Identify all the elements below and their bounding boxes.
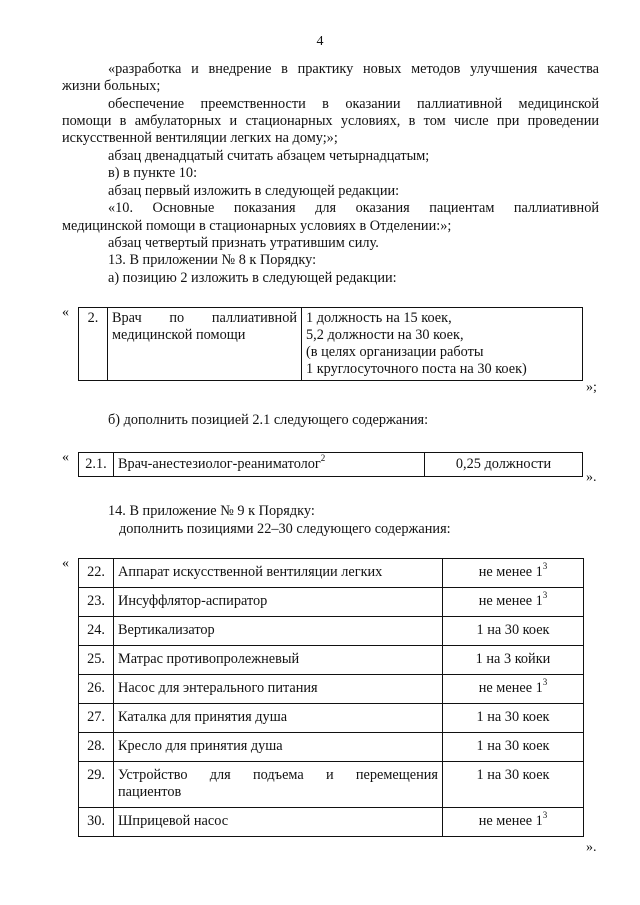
table-cell-name: Инсуффлятор-аспиратор xyxy=(114,588,443,617)
cell-line: 1 круглосуточного поста на 30 коек) xyxy=(306,361,527,377)
table-cell-value xyxy=(443,733,584,762)
table-cell-num: 29. xyxy=(79,762,114,808)
table-cell-value xyxy=(443,588,584,617)
cell-text: Врач-анестезиолог-реаниматолог xyxy=(118,456,321,472)
table-row xyxy=(79,588,584,617)
table-cell-num: 24. xyxy=(79,617,114,646)
table-cell-num: 28. xyxy=(79,733,114,762)
cell-text: не менее 1 xyxy=(478,813,543,829)
table-cell-name: Кресло для принятия душа xyxy=(114,733,443,762)
paragraph-line: абзац четвертый признать утратившим силу. xyxy=(108,235,379,251)
table-cell-num: 27. xyxy=(79,704,114,733)
page-number: 4 xyxy=(316,34,324,49)
cell-line: (в целях организации работы xyxy=(306,344,484,360)
paragraph-line: 13. В приложении № 8 к Порядку: xyxy=(108,252,317,268)
cell-line: Устройство для подъема и перемещения xyxy=(118,767,438,783)
paragraph-line: медицинской помощи в стационарных условиях в Отделении:»; xyxy=(62,218,452,234)
paragraph-line: «10. Основные показания для оказания пациентам паллиативной xyxy=(108,200,599,216)
cell-text: не менее 1 xyxy=(478,680,543,696)
table-row xyxy=(79,453,583,477)
table-cell-value xyxy=(443,808,584,837)
paragraph-line: а) позицию 2 изложить в следующей редакции: xyxy=(108,270,397,286)
table-cell-num: 2.1. xyxy=(79,453,114,477)
paragraph-line: б) дополнить позицией 2.1 следующего содержания: xyxy=(108,412,429,428)
table-cell-name: Насос для энтерального питания xyxy=(114,675,443,704)
table-cell-name: Вертикализатор xyxy=(114,617,443,646)
table-cell-num: 2. xyxy=(79,308,108,381)
paragraph-line: абзац первый изложить в следующей редакции: xyxy=(108,183,400,199)
cell-line: Врач по паллиативной xyxy=(112,310,297,326)
paragraph-line: помощи в амбулаторных и стационарных условиях, в том числе при проведении xyxy=(62,113,599,129)
table-row xyxy=(79,762,584,808)
table-cell-name xyxy=(114,453,425,477)
table-cell-value xyxy=(302,308,583,381)
footnote-mark: 2 xyxy=(320,453,326,464)
table-position-2 xyxy=(78,307,583,381)
table-cell-value xyxy=(443,704,584,733)
table-row xyxy=(79,808,584,837)
paragraph-line: жизни больных; xyxy=(62,78,161,94)
quote-close: »; xyxy=(586,380,597,395)
table-cell-value xyxy=(443,559,584,588)
table-cell-value xyxy=(443,762,584,808)
paragraph-line: «разработка и внедрение в практику новых методов улучшения качества xyxy=(108,61,599,77)
cell-text: 1 на 30 коек xyxy=(476,767,550,783)
quote-close: ». xyxy=(586,840,597,855)
table-cell-value: 0,25 должности xyxy=(425,453,583,477)
cell-line: 5,2 должности на 30 коек, xyxy=(306,327,464,343)
cell-line: 1 должность на 15 коек, xyxy=(306,310,452,326)
table-row xyxy=(79,646,584,675)
table-cell-name xyxy=(114,762,443,808)
paragraph-line: искусственной вентиляции легких на дому;»; xyxy=(62,130,338,146)
table-row xyxy=(79,733,584,762)
cell-line: пациентов xyxy=(118,784,182,800)
quote-open: « xyxy=(62,305,69,320)
cell-text: 1 на 30 коек xyxy=(476,709,550,725)
table-cell-value xyxy=(443,617,584,646)
table-cell-num: 26. xyxy=(79,675,114,704)
cell-text: 1 на 30 коек xyxy=(476,622,550,638)
cell-text: не менее 1 xyxy=(478,593,543,609)
table-cell-num: 23. xyxy=(79,588,114,617)
table-row xyxy=(79,675,584,704)
paragraph-line: обеспечение преемственности в оказании паллиативной медицинской xyxy=(108,96,599,112)
table-row xyxy=(79,559,584,588)
table-cell-name: Матрас противопролежневый xyxy=(114,646,443,675)
table-cell-num: 30. xyxy=(79,808,114,837)
footnote-mark: 3 xyxy=(542,590,548,601)
table-row xyxy=(79,308,583,381)
table-cell-value xyxy=(443,646,584,675)
table-positions-22-30 xyxy=(78,558,584,837)
table-cell-num: 22. xyxy=(79,559,114,588)
table-cell-num: 25. xyxy=(79,646,114,675)
table-cell-name: Аппарат искусственной вентиляции легких xyxy=(114,559,443,588)
cell-line: медицинской помощи xyxy=(112,327,246,343)
table-cell-name: Шприцевой насос xyxy=(114,808,443,837)
paragraph-line: абзац двенадцатый считать абзацем четырнадцатым; xyxy=(108,148,430,164)
table-row xyxy=(79,617,584,646)
quote-open: « xyxy=(62,450,69,465)
table-cell-name xyxy=(108,308,302,381)
table-position-2-1 xyxy=(78,452,583,477)
cell-text: 1 на 30 коек xyxy=(476,738,550,754)
quote-open: « xyxy=(62,556,69,571)
table-row xyxy=(79,704,584,733)
quote-close: ». xyxy=(586,470,597,485)
table-cell-name: Каталка для принятия душа xyxy=(114,704,443,733)
paragraph-line: 14. В приложение № 9 к Порядку: xyxy=(108,503,315,519)
footnote-mark: 3 xyxy=(542,561,548,572)
cell-text: 1 на 3 койки xyxy=(475,651,551,667)
footnote-mark: 3 xyxy=(542,810,548,821)
table-cell-value xyxy=(443,675,584,704)
paragraph-line: дополнить позициями 22–30 следующего содержания: xyxy=(119,521,451,537)
cell-text: не менее 1 xyxy=(478,564,543,580)
footnote-mark: 3 xyxy=(542,677,548,688)
paragraph-line: в) в пункте 10: xyxy=(108,165,198,181)
